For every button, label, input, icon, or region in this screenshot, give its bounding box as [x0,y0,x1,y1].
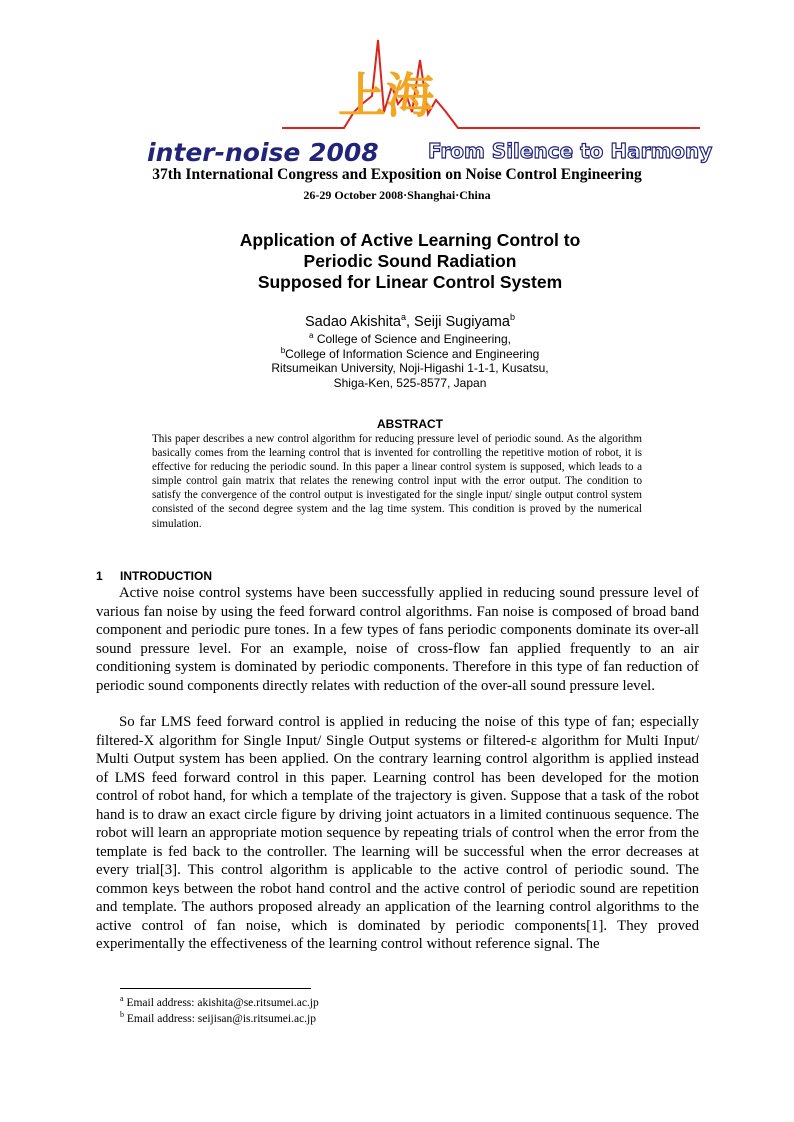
footnote-mark: b [120,1010,124,1019]
affil-text: College of Information Science and Engineering [285,347,540,361]
author-affil-mark: b [509,312,515,322]
logo-slogan-text: From Silence to Harmony [428,139,713,163]
logo-chinese-text: 上海 [338,68,435,124]
section-number: 1 [96,569,103,583]
section-heading [96,569,212,583]
author-name: Seiji Sugiyama [414,313,510,330]
title-line: Supposed for Linear Control System [257,272,563,292]
affil-text: College of Science and Engineering, [316,332,511,346]
abstract-text: This paper describes a new control algorithm for reducing pressure level of periodic sound. As the algorithm basically comes from the learning control that is invented for controlling the repetitive motion of robot, it is effective for reducing the periodic sound. In this paper a linear control system is supposed, which leads to a simple control gain matrix that relates the renewing control input with the error output. The condition to satisfy the convergence of the control output is investigated for the single input/ single output control system consisted of the second degree system and the lag time system. This condition is proved by the numerical simulation. [152,433,642,530]
footnote-text: Email address: seijisan@is.ritsumei.ac.jp [126,1012,316,1025]
affiliation-address: Ritsumeikan University, Noji-Higashi 1-1-1, Kusatsu, [271,361,549,375]
footnote-rule [120,988,311,989]
logo-name-text: inter-noise 2008 [147,138,379,167]
affiliation-b [120,346,700,361]
congress-title: 37th International Congress and Exposition on Noise Control Engineering [152,166,642,183]
affil-mark: b [280,346,286,355]
body-paragraph: So far LMS feed forward control is applied in reducing the noise of this type of fan; especially filtered-X algorithm for Single Input/ Single Output systems or filtered-ε algorithm for Multi Input/ Multi Output system has been applied. On the contrary learning control algorithm is applied instead of LMS feed forward control in this paper. Learning control has been developed for the motion control of robot hand, for which a template of the trajectory is given. Suppose that a task of the robot hand is to draw an exact circle figure by driving joint actuators in a limited continuous sequence. The robot will learn an appropriate motion sequence by repeating trials of control when the error from the template is fed back to the controller. The learning will be successful when the error decreases at every trial[3]. This control algorithm is applicable to the active control of periodic sound. The common keys between the robot hand control and the active control of periodic sound are repetition and template. The authors proposed already an application of the learning control algorithms to the active control of fan noise, which is dominated by periodic components[1]. They proved experimentally the effectiveness of the learning control without reference signal. The [96,714,699,952]
title-line: Application of Active Learning Control to [239,230,581,250]
author-name: Sadao Akishita [305,313,401,330]
footnote-text: Email address: akishita@se.ritsumei.ac.jp [126,996,319,1009]
title-line: Periodic Sound Radiation [303,251,517,271]
section-title: INTRODUCTION [120,569,212,583]
affil-mark: a [309,331,314,340]
conference-logo-graphic [0,0,794,170]
footnote [120,1010,316,1025]
author-affil-mark: a [400,312,406,322]
congress-dates: 26-29 October 2008·Shanghai·China [303,188,491,202]
footnote [120,994,319,1009]
body-paragraph: Active noise control systems have been successfully applied in reducing sound pressure level of various fan noise by using the feed forward control algorithms. Fan noise is composed of broad band component and periodic pure tones. In a few types of fans periodic components dominate its over-all sound pressure level. For an example, noise of cross-flow fan applied frequently to an air conditioning system is dominated by periodic components. Therefore in this type of fan reduction of periodic sound components directly relates with reduction of the over-all sound pressure level. [96,585,699,694]
affiliation-a [120,331,700,346]
paper-title [120,230,700,293]
author-separator: , [405,313,415,330]
footnote-mark: a [120,994,124,1003]
affiliation-address: Shiga-Ken, 525-8577, Japan [333,376,487,390]
abstract-heading: ABSTRACT [377,417,443,431]
author-line [120,312,700,330]
